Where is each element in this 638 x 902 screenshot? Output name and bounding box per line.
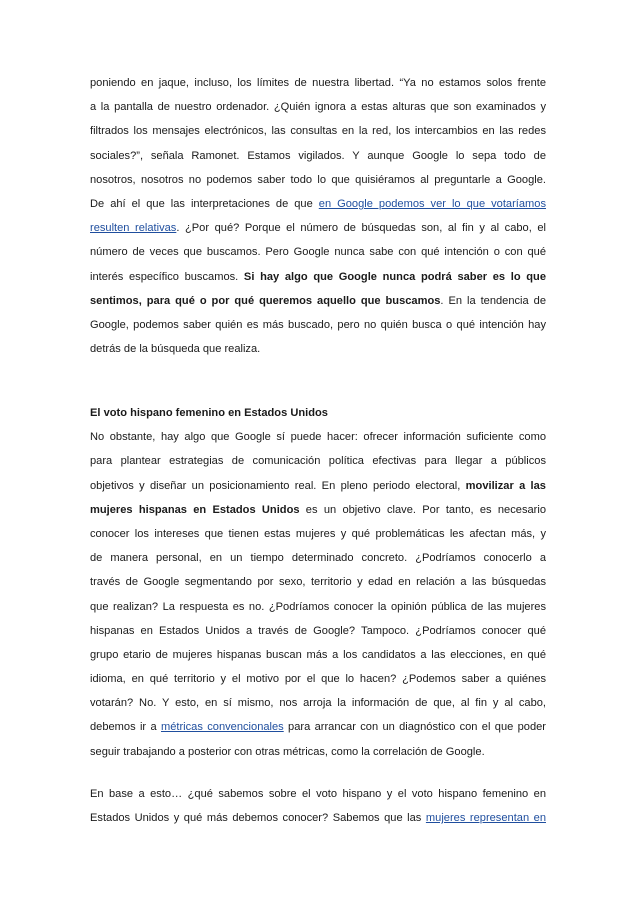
bold-text: Si hay algo que Google nunca podrá saber es lo que <box>243 270 546 283</box>
text-run: es un objetivo clave. Por tanto, es necesario <box>299 503 546 516</box>
text-run: poniendo en jaque, incluso, los límites de nuestra libertad. “Ya no estamos solos frente <box>90 77 546 89</box>
paragraph-privacy <box>90 76 546 356</box>
text-run: para arrancar con un diagnóstico con el que poder <box>283 721 546 734</box>
text-run: debemos ir a <box>90 721 161 734</box>
text-line <box>90 342 546 356</box>
text-line <box>90 245 546 259</box>
text-line <box>90 527 546 541</box>
text-run: Estados Unidos y qué más debemos conocer? Sabemos que las <box>90 812 426 825</box>
text-line <box>90 551 546 565</box>
inline-link[interactable]: métricas convencionales <box>160 721 284 734</box>
bold-text: sentimos, para qué o por qué queremos aquello que buscamos <box>90 294 441 307</box>
text-run: hispanas en Estados Unidos a través de Google? Tampoco. ¿Podríamos conocer qué <box>90 624 546 637</box>
bold-text: movilizar a las <box>465 479 546 492</box>
text-run: través de Google segmentando por sexo, territorio y edad en relación a las búsquedas <box>90 576 546 589</box>
section-heading: El voto hispano femenino en Estados Unidos <box>90 407 328 419</box>
bold-text: mujeres hispanas en Estados Unidos <box>90 503 300 516</box>
text-line <box>90 221 546 235</box>
text-run: idioma, en qué territorio y el motivo por el que lo hacen? ¿Podemos saber a quiénes <box>90 673 546 686</box>
text-run: . En la tendencia de <box>440 294 546 307</box>
paragraph-conclusion <box>90 787 546 825</box>
text-line <box>90 745 546 759</box>
text-run: . ¿Por qué? Porque el número de búsquedas son, al fin y al cabo, el <box>176 222 546 235</box>
text-line <box>90 575 546 589</box>
text-run: objetivos y diseñar un posicionamiento real. En pleno periodo electoral, <box>90 479 466 492</box>
text-line <box>90 672 546 686</box>
text-line <box>90 648 546 662</box>
section-body <box>90 430 546 758</box>
text-line <box>90 149 546 163</box>
text-run: De ahí el que las interpretaciones de que <box>90 197 319 210</box>
text-line <box>90 430 546 444</box>
text-run: seguir trabajando a posterior con otras métricas, como la correlación de Google. <box>90 745 485 758</box>
text-line <box>90 600 546 614</box>
text-line <box>90 76 546 90</box>
text-line <box>90 294 546 308</box>
text-line <box>90 173 546 187</box>
inline-link[interactable]: en Google podemos ver lo que votaríamos <box>318 197 546 210</box>
text-line <box>90 270 546 284</box>
text-line <box>90 696 546 710</box>
text-line <box>90 318 546 332</box>
text-run: detrás de la búsqueda que realiza. <box>90 343 261 356</box>
text-run: de manera personal, en un tiempo determinado concreto. ¿Podríamos conocerlo a <box>90 552 546 565</box>
text-line <box>90 100 546 114</box>
text-run: grupo etario de mujeres hispanas buscan más a los candidatos a las elecciones, en qué <box>90 648 546 661</box>
text-run: a la pantalla de nuestro ordenador. ¿Quién ignora a estas alturas que son examinados y <box>90 101 546 114</box>
text-line <box>90 197 546 211</box>
text-run: No obstante, hay algo que Google sí puede hacer: ofrecer información suficiente como <box>90 431 546 444</box>
text-run: interés específico buscamos. <box>90 270 244 283</box>
text-line <box>90 479 546 493</box>
section-hispanic-female-vote <box>90 406 546 759</box>
text-line <box>90 624 546 638</box>
text-run: que realizan? La respuesta es no. ¿Podríamos conocer la opinión pública de las mujeres <box>90 600 546 613</box>
text-run: nosotros, nosotros no podemos saber todo lo que quisiéramos al preguntarle a Google. <box>90 173 546 186</box>
text-run: número de veces que buscamos. Pero Google nunca sabe con qué intención o con qué <box>90 246 546 259</box>
text-line <box>90 124 546 138</box>
text-line <box>90 787 546 801</box>
text-line <box>90 811 546 825</box>
text-run: conocer los intereses que tienen estas mujeres y qué problemáticas les afectan más, y <box>90 527 546 540</box>
inline-link[interactable]: resulten relativas <box>90 222 177 235</box>
text-line <box>90 454 546 468</box>
text-run: filtrados los mensajes electrónicos, las consultas en la red, los intercambios en las redes <box>90 125 546 138</box>
inline-link[interactable]: mujeres representan en <box>425 812 546 825</box>
text-run: votarán? No. Y esto, en sí mismo, nos arroja la información de que, al fin y al cabo, <box>90 697 546 710</box>
text-line <box>90 503 546 517</box>
text-run: Google, podemos saber quién es más buscado, pero no quién busca o qué intención hay <box>90 318 546 331</box>
text-run: En base a esto… ¿qué sabemos sobre el voto hispano y el voto hispano femenino en <box>90 788 546 800</box>
text-line <box>90 720 546 734</box>
text-run: sociales?”, señala Ramonet. Estamos vigilados. Y aunque Google lo sepa todo de <box>90 149 546 162</box>
text-run: para plantear estrategias de comunicación política efectivas para llegar a públicos <box>90 455 546 468</box>
